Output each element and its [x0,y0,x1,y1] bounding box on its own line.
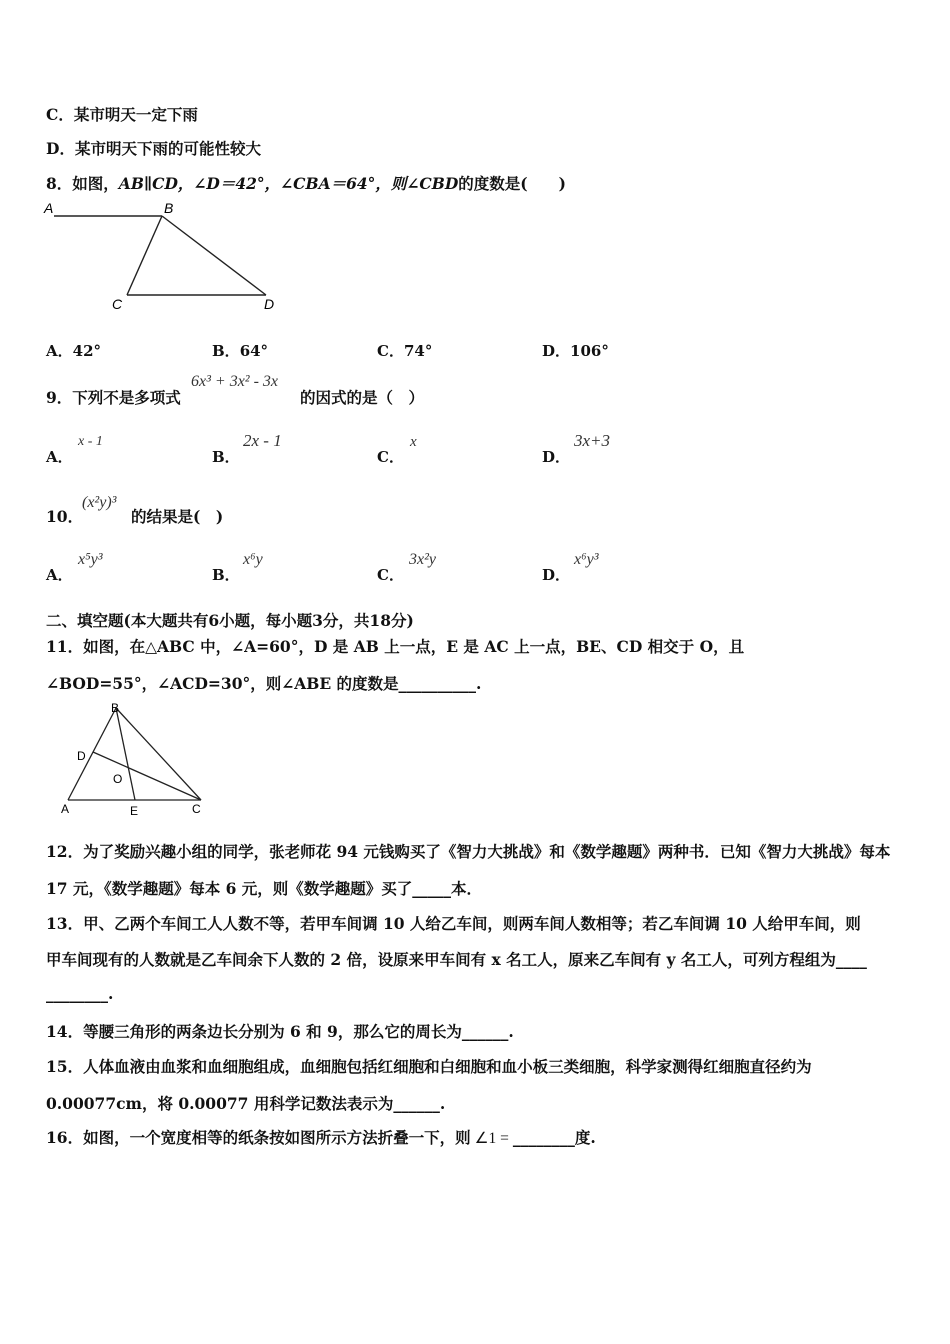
q8-condition: AB∥CD，∠D＝42°，∠CBA＝64°，则∠CBD [118,174,459,193]
label-d: D [264,296,275,312]
label-d: D [77,749,86,763]
q15-line-1: 15．人体血液由血浆和血细胞组成，血细胞包括红细胞和白细胞和血小板三类细胞，科学家测得红细胞直径约为 [46,1057,812,1076]
q16-blank: ________度. [512,1128,596,1147]
q10-option-d-value: x⁶y³ [574,551,599,568]
label-c: C [112,296,123,312]
label-b: B [111,701,120,715]
q12-line-2: 17 元，《数学趣题》每本 6 元，则《数学趣题》买了_____本． [46,879,483,898]
q9-option-b-value: 2x - 1 [243,431,282,450]
q16-stem: 16．如图，一个宽度相等的纸条按如图所示方法折叠一下，则 [46,1128,471,1147]
q12-line-1: 12．为了奖励兴趣小组的同学，张老师花 94 元钱购买了《智力大挑战》和《数学趣题》两种书．已知《智力大挑战》每本 [46,842,891,861]
label-o: O [113,772,123,786]
q9-question: 的因式的是（ ） [300,388,425,407]
q10-question: 的结果是( ) [131,507,224,526]
q8-question: 的度数是( ) [458,174,566,193]
q9-option-c-label[interactable]: C． [377,448,404,466]
q15-line-2: 0.00077cm，将 0.00077 用科学记数法表示为______. [46,1094,446,1113]
section-heading: 二、填空题(本大题共有6小题，每小题3分，共18分) [46,611,414,630]
segment-cd [93,752,201,800]
label-b: B [164,200,174,216]
q9-polynomial: 6x³ + 3x² - 3x [191,373,279,390]
q10-option-a-value: x⁵y³ [78,551,103,568]
q8-number: 8．如图， [46,174,119,193]
q9-option-d-label[interactable]: D． [542,448,571,466]
q9-option-b-label[interactable]: B． [212,448,240,466]
q9-option-a-label[interactable]: A． [46,448,73,466]
q11-line-2: ∠BOD=55°，∠ACD=30°，则∠ABE 的度数是__________. [46,674,482,693]
q11-figure [58,700,218,820]
q13-line-2: 甲车间现有的人数就是乙车间余下人数的 2 倍，设原来甲车间有 x 名工人，原来乙车间有 y 名工人，可列方程组为____ [46,950,867,969]
q10-option-a-label[interactable]: A． [46,566,73,584]
q14: 14．等腰三角形的两条边长分别为 6 和 9，那么它的周长为______. [46,1022,514,1041]
q7-option-c: C．某市明天一定下雨 [46,105,198,124]
q13-line-3: ________. [46,984,114,1003]
q9-option-a-value: x - 1 [78,434,103,449]
q10-option-c-label[interactable]: C． [377,566,404,584]
q7-option-d: D．某市明天下雨的可能性较大 [46,139,261,158]
label-a: A [44,200,54,216]
label-c: C [192,802,201,816]
q10-option-c-value: 3x²y [409,551,436,568]
q10-option-b-label[interactable]: B． [212,566,240,584]
q8-option-c[interactable]: C．74° [377,342,433,360]
q9-option-d-value: 3x+3 [574,431,611,450]
q9-number: 9．下列不是多项式 [46,388,181,407]
q16-angle: ∠1 = [474,1130,509,1147]
q16 [46,1126,596,1148]
q8-option-d[interactable]: D．106° [542,342,609,360]
q11-line-1: 11．如图，在△ABC 中，∠A=60°，D 是 AB 上一点，E 是 AC 上一点，BE、CD 相交于 O，且 [46,637,745,656]
q10-option-b-value: x⁶y [243,551,263,568]
q8-option-a[interactable]: A．42° [46,342,102,360]
segment-bc [116,708,201,800]
q9-option-c-value: x [410,434,417,450]
label-a: A [61,802,70,816]
segment-bd [162,216,266,295]
q8-stem [46,172,566,194]
q10-expression: (x²y)³ [82,494,117,511]
q10-number: 10． [46,507,84,526]
segment-be [116,708,135,800]
segment-ab [68,708,116,800]
q8-figure [40,195,290,315]
q13-line-1: 13．甲、乙两个车间工人人数不等，若甲车间调 10 人给乙车间，则两车间人数相等；若乙车间调 10 人给甲车间，则 [46,914,861,933]
q8-option-b[interactable]: B．64° [212,342,269,360]
q10-option-d-label[interactable]: D． [542,566,571,584]
segment-bc [127,216,162,295]
label-e: E [130,804,139,818]
